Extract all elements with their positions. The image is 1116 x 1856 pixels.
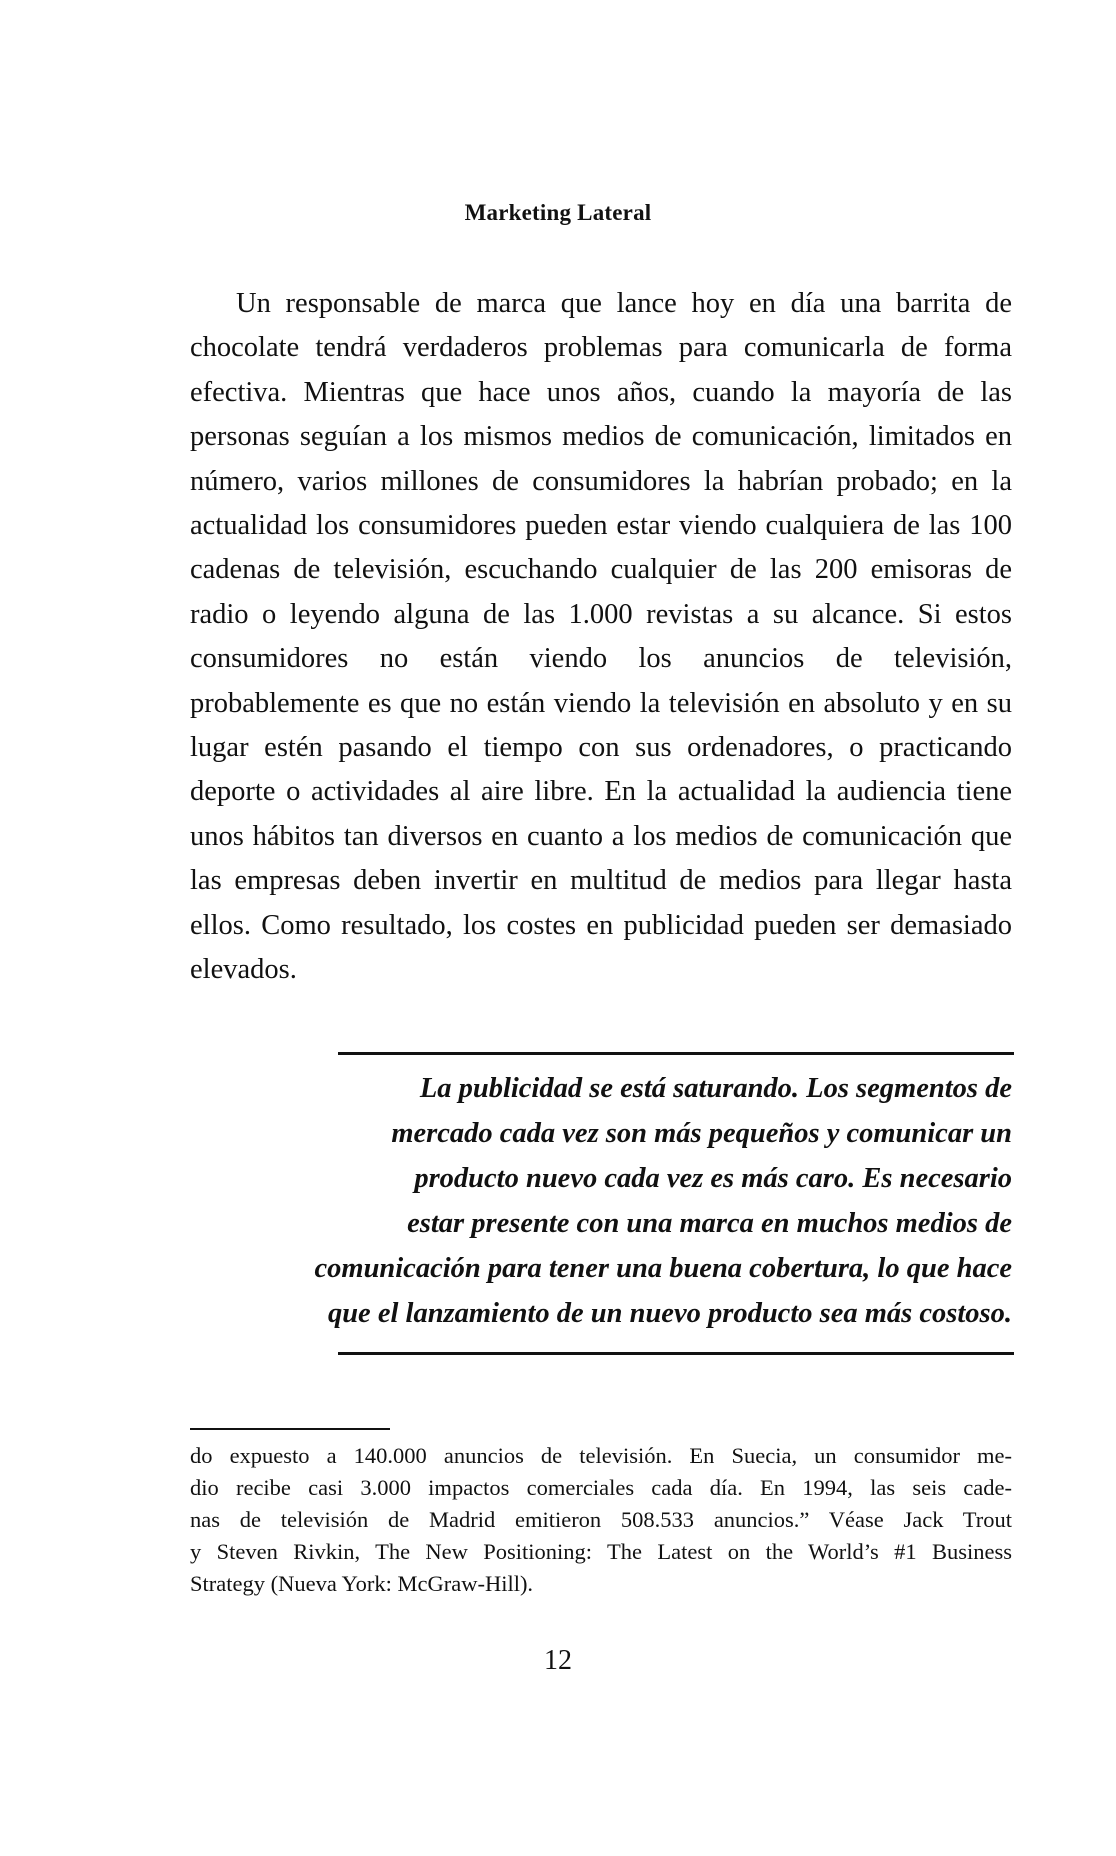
footnote-line: y Steven Rivkin, The New Positioning: The Latest on the World’s #1 Business [190,1539,1012,1564]
pull-quote-line: que el lanzamiento de un nuevo producto sea más costoso. [327,1298,1012,1329]
body-paragraph: Un responsable de marca que lance hoy en día una barrita de chocolate tendrá verdaderos problemas para comunicarla de forma efectiva. Mientras que hace unos años, cuando la mayoría de las personas seguían a los mismos medios de comunicación, limitados en número, varios millones de consumidores la habrían probado; en la actualidad los consumidores pueden estar viendo cualquiera de las 100 cadenas de televisión, escuchando cualquier de las 200 emisoras de radio o leyendo alguna de las 1.000 revistas a su alcance. Si estos consumidores no están viendo los anuncios de televisión, probablemente es que no están viendo la televisión en absoluto y en su lugar estén pasando el tiempo con sus ordenadores, o practicando deporte o actividades al aire libre. En la actualidad la audiencia tiene unos hábitos tan diversos en cuanto a los medios de comunicación que las empresas deben invertir en multitud de medios para llegar hasta ellos. Como resultado, los costes en publicidad pueden ser demasiado elevados. [190,288,1012,986]
footnote-line: dio recibe casi 3.000 impactos comerciales cada día. En 1994, las seis cade- [190,1475,1012,1500]
footnote [190,1440,1012,1600]
pull-quote-line: mercado cada vez son más pequeños y comunicar un [391,1118,1012,1149]
pull-quote-top-rule [338,1052,1014,1055]
pull-quote-bottom-rule [338,1352,1014,1355]
running-head: Marketing Lateral [464,200,652,225]
pull-quote-line: La publicidad se está saturando. Los segmentos de [419,1073,1012,1104]
footnote-line: nas de televisión de Madrid emitieron 508.533 anuncios.” Véase Jack Trout [190,1507,1012,1532]
page-number: 12 [544,1645,572,1676]
pull-quote-line: estar presente con una marca en muchos medios de [407,1208,1012,1239]
pull-quote-line: producto nuevo cada vez es más caro. Es necesario [414,1163,1012,1194]
footnote-separator [190,1428,390,1430]
footnote-line: Strategy (Nueva York: McGraw-Hill). [190,1571,534,1596]
pull-quote-line: comunicación para tener una buena cobertura, lo que hace [314,1253,1012,1284]
pull-quote [200,1066,1012,1336]
footnote-line: do expuesto a 140.000 anuncios de televisión. En Suecia, un consumidor me- [190,1443,1012,1468]
